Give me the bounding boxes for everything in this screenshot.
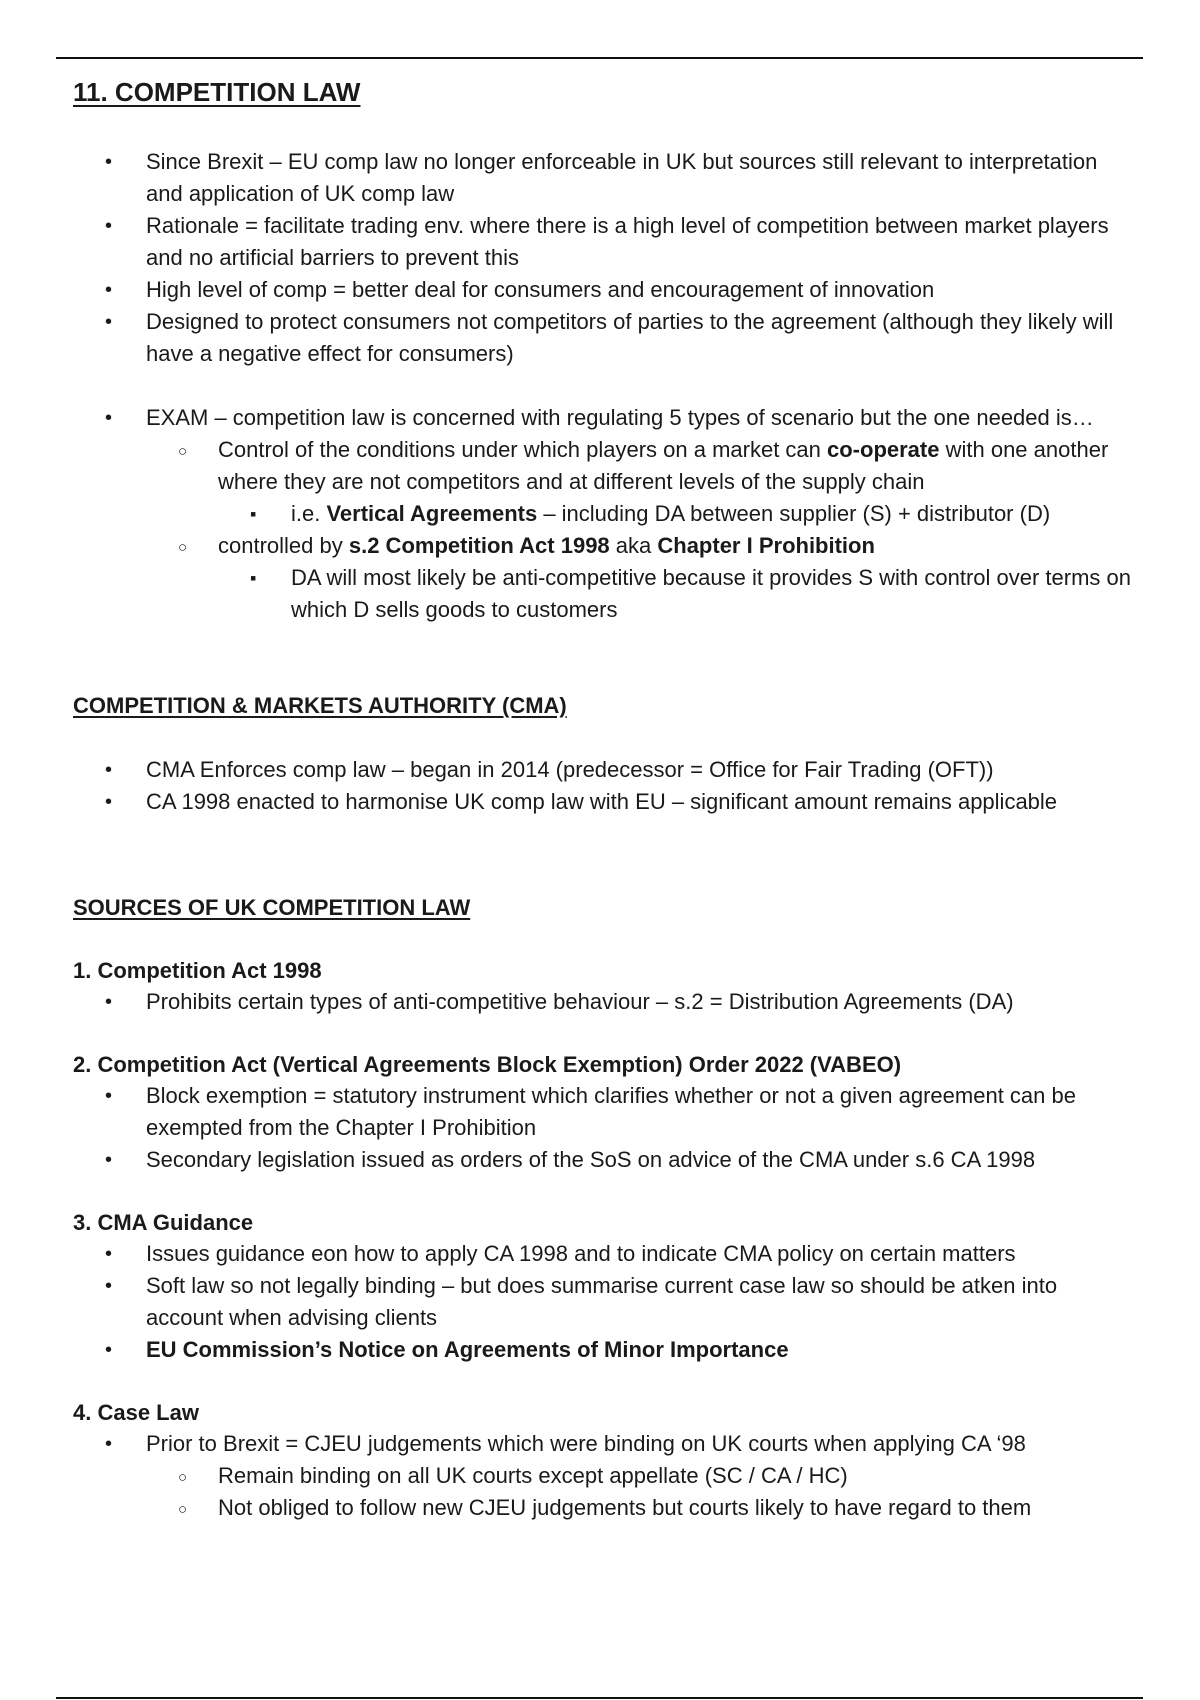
control-text-before: Control of the conditions under which players on a market can <box>218 437 827 462</box>
list-item: • High level of comp = better deal for consumers and encouragement of innovation <box>73 274 1133 306</box>
exam-sublist <box>73 434 1133 626</box>
vertical-agreements-item <box>218 498 1133 530</box>
list-item: • Soft law so not legally binding – but does summarise current case law so should be atken into account when advising clients <box>73 1270 1133 1334</box>
vertical-agreements-text: – including DA between supplier (S) + distributor (D) <box>537 501 1051 526</box>
da-anti-competitive-item: ▪ DA will most likely be anti-competitive because it provides S with control over terms on which D sells goods to customers <box>218 562 1133 626</box>
aka-text: aka <box>609 533 658 558</box>
intro-list <box>73 146 1133 370</box>
control-sublist <box>146 498 1133 530</box>
list-item: • Block exemption = statutory instrument which clarifies whether or not a given agreement can be exempted from the Chapter I Prohibition <box>73 1080 1133 1144</box>
source-2-heading: 2. Competition Act (Vertical Agreements Block Exemption) Order 2022 (VABEO) <box>73 1052 902 1077</box>
list-item: • Prohibits certain types of anti-competitive behaviour – s.2 = Distribution Agreements (DA) <box>73 986 1133 1018</box>
list-item: • Since Brexit – EU comp law no longer enforceable in UK but sources still relevant to interpretation and application of UK comp law <box>73 146 1133 210</box>
list-item: ○ Not obliged to follow new CJEU judgements but courts likely to have regard to them <box>146 1492 1133 1524</box>
control-item <box>146 434 1133 530</box>
source-2-list <box>73 1080 1133 1176</box>
source-3-heading: 3. CMA Guidance <box>73 1210 254 1235</box>
list-item: ○ Remain binding on all UK courts except appellate (SC / CA / HC) <box>146 1460 1133 1492</box>
case-law-text: Prior to Brexit = CJEU judgements which were binding on UK courts when applying CA ‘98 <box>146 1431 1026 1456</box>
co-operate-term: co-operate <box>827 437 940 462</box>
list-item: • Secondary legislation issued as orders of the SoS on advice of the CMA under s.6 CA 1998 <box>73 1144 1133 1176</box>
cma-list <box>73 754 1133 818</box>
source-1-list <box>73 986 1133 1018</box>
document-page <box>73 70 1133 1524</box>
s2-ca-term: s.2 Competition Act 1998 <box>348 533 610 558</box>
source-1-heading: 1. Competition Act 1998 <box>73 958 322 983</box>
controlled-item <box>146 530 1133 626</box>
list-item: • Designed to protect consumers not competitors of parties to the agreement (although they likely will have a negative effect for consumers) <box>73 306 1133 370</box>
source-3-list <box>73 1238 1133 1366</box>
exam-list <box>73 402 1133 626</box>
control-text-after: with one another where they are not competitors and at different levels of the supply chain <box>218 437 1109 494</box>
source-4-list <box>73 1428 1133 1524</box>
source-4-heading: 4. Case Law <box>73 1400 199 1425</box>
list-item: • Issues guidance eon how to apply CA 1998 and to indicate CMA policy on certain matters <box>73 1238 1133 1270</box>
list-item <box>73 1428 1133 1524</box>
chapter-i-term: Chapter I Prohibition <box>657 533 875 558</box>
eu-notice-term: EU Commission’s Notice on Agreements of Minor Importance <box>146 1337 789 1362</box>
list-item: • CA 1998 enacted to harmonise UK comp law with EU – significant amount remains applicable <box>73 786 1133 818</box>
vertical-agreements-term: Vertical Agreements <box>326 501 538 526</box>
top-rule <box>56 57 1143 59</box>
list-item: • Rationale = facilitate trading env. where there is a high level of competition between market players and no artificial barriers to prevent this <box>73 210 1133 274</box>
exam-item <box>73 402 1133 626</box>
list-item <box>73 1334 1133 1366</box>
sources-heading: SOURCES OF UK COMPETITION LAW <box>73 895 471 920</box>
ie-text: i.e. <box>291 501 327 526</box>
exam-text: EXAM – competition law is concerned with regulating 5 types of scenario but the one needed is… <box>146 405 1094 430</box>
case-law-sublist <box>73 1460 1133 1524</box>
page-title: 11. COMPETITION LAW <box>73 77 361 107</box>
bottom-rule <box>56 1697 1143 1699</box>
list-item: • CMA Enforces comp law – began in 2014 (predecessor = Office for Fair Trading (OFT)) <box>73 754 1133 786</box>
cma-heading: COMPETITION & MARKETS AUTHORITY (CMA) <box>73 693 567 718</box>
controlled-text-before: controlled by <box>218 533 349 558</box>
controlled-sublist <box>146 562 1133 626</box>
